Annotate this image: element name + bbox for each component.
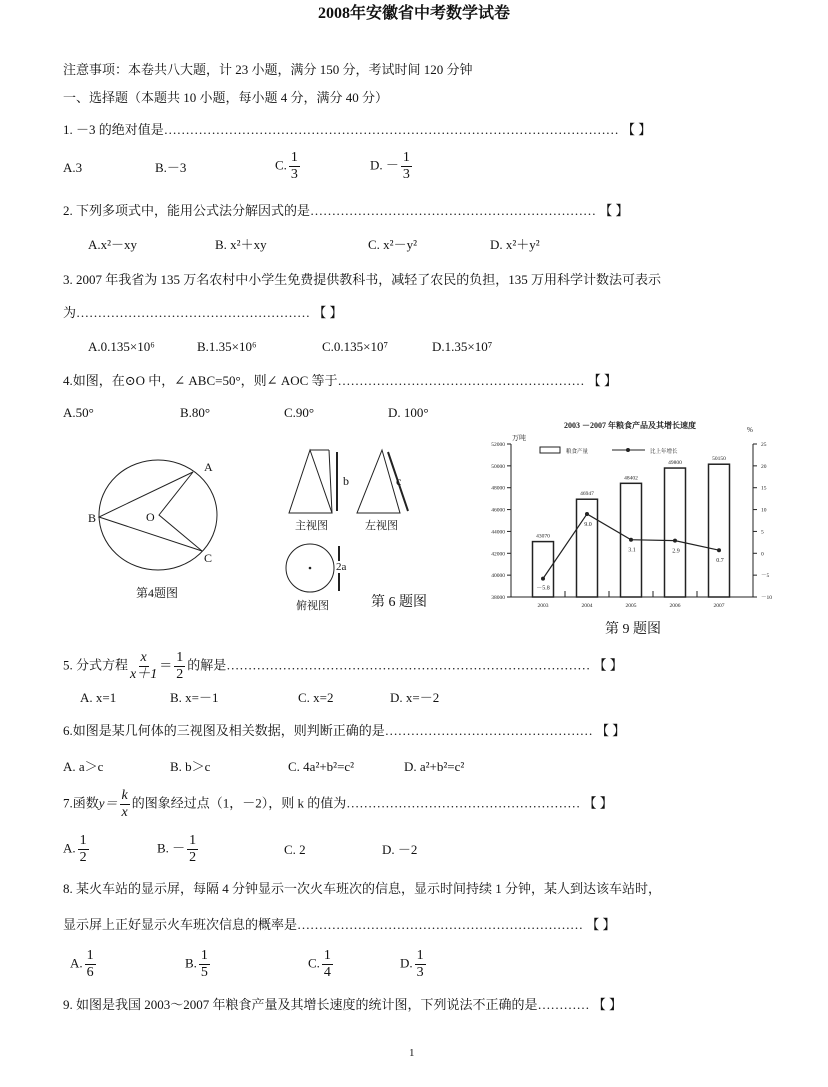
legend-line-label: 比上年增长 — [650, 449, 678, 455]
q4-b: B.80° — [180, 405, 211, 420]
q2-c: C. x²－y² — [368, 237, 417, 252]
label-2a: 2a — [336, 561, 347, 573]
figure-4-caption: 第4题图 — [136, 586, 179, 600]
y-tick-label: 40000 — [491, 573, 505, 580]
y-tick-label: 44000 — [491, 529, 505, 536]
q6-d: D. a²+b²=c² — [404, 759, 465, 774]
q7-b: B. － $\frac{1}{2}$ — [157, 833, 197, 865]
q5-c: C. x=2 — [298, 690, 334, 705]
y-tick-label: 46000 — [491, 507, 505, 514]
q1-d: D. － $\frac{1}{3}$ — [370, 150, 410, 182]
chart-figure-9 — [491, 420, 772, 609]
growth-point — [673, 539, 677, 543]
q8-b: B. $\frac{1}{5}$ — [185, 948, 208, 980]
q5-stem: 5. 分式方程 $\frac{x}{x+1}$ ＝ $\frac{1}{2}$ 的解是………………………………………………………………………… 【 】 — [63, 650, 623, 682]
y-tick-label: 50000 — [491, 463, 505, 470]
q7-c: C. 2 — [284, 842, 306, 857]
y-axis-label: 万吨 — [512, 434, 526, 442]
section-heading: 一、选择题（本题共 10 小题，每小题 4 分，满分 40 分） — [63, 90, 389, 105]
figure-9-caption: 第 9 题图 — [605, 622, 661, 637]
growth-point — [585, 512, 589, 516]
x-tick-label: 2006 — [669, 603, 681, 609]
q4-a: A.50° — [63, 405, 94, 420]
growth-label: 9.0 — [584, 521, 592, 528]
label-c-dim: c — [396, 474, 402, 488]
label-b: B — [88, 511, 97, 525]
q4-stem: 4.如图，在⊙O 中，∠ ABC=50°，则∠ AOC 等于………………………………………………… 【 】 — [63, 373, 618, 388]
left-view-label: 左视图 — [365, 520, 398, 532]
bar-value-label: 46947 — [580, 491, 594, 498]
y-tick-label: 42000 — [491, 551, 505, 558]
y2-tick-label: 10 — [761, 507, 767, 514]
q5-a: A. x=1 — [80, 690, 117, 705]
growth-point — [717, 548, 721, 552]
bar-value-label: 43070 — [536, 533, 550, 540]
growth-label: 2.9 — [672, 548, 680, 555]
q3-a: A.0.135×10⁶ — [88, 339, 155, 354]
growth-point — [541, 577, 545, 581]
bar-value-label: 50150 — [712, 456, 726, 463]
y2-tick-label: 5 — [761, 529, 764, 536]
q3-b: B.1.35×10⁶ — [197, 339, 257, 354]
label-o: O — [146, 510, 155, 524]
y2-axis-label: % — [747, 426, 753, 434]
x-tick-label: 2003 — [537, 603, 549, 609]
q3-stem2: 为……………………………………………… 【 】 — [63, 305, 343, 320]
q6-a: A. a＞c — [63, 759, 104, 774]
q2-a: A.x²－xy — [88, 237, 138, 252]
q8-c: C. $\frac{1}{4}$ — [308, 948, 331, 980]
y2-tick-label: 0 — [761, 551, 764, 558]
q3-d: D.1.35×10⁷ — [432, 339, 493, 354]
label-b-dim: b — [343, 474, 349, 488]
q7-a: A. $\frac{1}{2}$ — [63, 833, 87, 865]
q7-stem: 7.函数y＝ $\frac{k}{x}$ 的图象经过点（1，－2），则 k 的值为……………………………………………… 【 】 — [63, 788, 613, 820]
growth-label: 3.1 — [628, 547, 636, 554]
growth-label: －5.8 — [536, 585, 550, 592]
chart-title: 2003 －2007 年粮食产品及其增长速度 — [564, 421, 696, 430]
q9-stem: 9. 如图是我国 2003～2007 年粮食产量及其增长速度的统计图，下列说法不正确的是………… 【 】 — [63, 997, 623, 1012]
notice: 注意事项：本卷共八大题，计 23 小题，满分 150 分，考试时间 120 分钟 — [63, 62, 473, 77]
q8-stem2: 显示屏上正好显示火车班次信息的概率是………………………………………………………… 【 】 — [63, 917, 616, 932]
figure-6-caption: 第 6 题图 — [371, 595, 427, 610]
q4-d: D. 100° — [388, 405, 429, 420]
bar-value-label: 49800 — [668, 460, 682, 467]
y-tick-label: 48000 — [491, 485, 505, 492]
q8-d: D. $\frac{1}{3}$ — [400, 948, 424, 980]
q2-b: B. x²＋xy — [215, 237, 267, 252]
growth-point — [629, 538, 633, 542]
main-view-shape — [289, 450, 332, 513]
bar-2006 — [665, 468, 686, 597]
legend-line-marker — [626, 448, 630, 452]
x-tick-label: 2005 — [625, 603, 637, 609]
q1-stem: 1. －3 的绝对值是…………………………………………………………………………………………… 【 】 — [63, 122, 652, 137]
q3-stem: 3. 2007 年我省为 135 万名农村中小学生免费提供教科书，减轻了农民的负担，135 万用科学计数法可表示 — [63, 272, 662, 287]
figure-4-circle — [99, 460, 217, 570]
y2-tick-label: 20 — [761, 463, 767, 470]
q2-d: D. x²＋y² — [490, 237, 540, 252]
q5-b: B. x=－1 — [170, 690, 219, 705]
q1-b: B.－3 — [155, 160, 187, 175]
y-tick-label: 38000 — [491, 595, 505, 601]
circle-o — [99, 460, 217, 570]
label-a: A — [204, 460, 213, 474]
y2-tick-label: －10 — [761, 595, 773, 601]
q6-b: B. b＞c — [170, 759, 211, 774]
answer-bracket: 【 】 — [622, 122, 652, 137]
left-view-shape — [357, 450, 400, 513]
bar-2007 — [709, 464, 730, 597]
q8-a: A. $\frac{1}{6}$ — [70, 948, 94, 980]
y2-tick-label: 15 — [761, 485, 767, 492]
page-number: 1 — [409, 1047, 415, 1059]
y2-tick-label: －5 — [761, 573, 770, 580]
q7-d: D. －2 — [382, 842, 418, 857]
legend-bar-label: 粮食产量 — [566, 449, 589, 455]
growth-label: 0.7 — [716, 558, 724, 565]
q4-c: C.90° — [284, 405, 315, 420]
q2-stem: 2. 下列多项式中，能用公式法分解因式的是………………………………………………………… 【 】 — [63, 203, 629, 218]
q1-a: A.3 — [63, 160, 83, 175]
q6-c: C. 4a²+b²=c² — [288, 759, 355, 774]
label-c: C — [204, 551, 213, 565]
x-tick-label: 2007 — [713, 603, 725, 609]
y2-tick-label: 25 — [761, 442, 767, 448]
q3-c: C.0.135×10⁷ — [322, 339, 389, 354]
top-view-label: 俯视图 — [296, 600, 329, 612]
main-view-label: 主视图 — [295, 520, 328, 532]
q5-d: D. x=－2 — [390, 690, 440, 705]
page-title: 2008年安徽省中考数学试卷 — [317, 5, 510, 22]
q1-c: C. $\frac{1}{3}$ — [275, 150, 298, 182]
legend-bar-swatch — [540, 447, 560, 453]
bar-value-label: 48402 — [624, 475, 638, 482]
q8-stem: 8. 某火车站的显示屏，每隔 4 分钟显示一次火车班次的信息，显示时间持续 1 分钟，某人到达该车站时， — [63, 881, 662, 896]
x-tick-label: 2004 — [581, 603, 593, 609]
q6-stem: 6.如图是某几何体的三视图及相关数据，则判断正确的是………………………………………… 【 】 — [63, 723, 626, 738]
y-tick-label: 52000 — [491, 442, 505, 448]
